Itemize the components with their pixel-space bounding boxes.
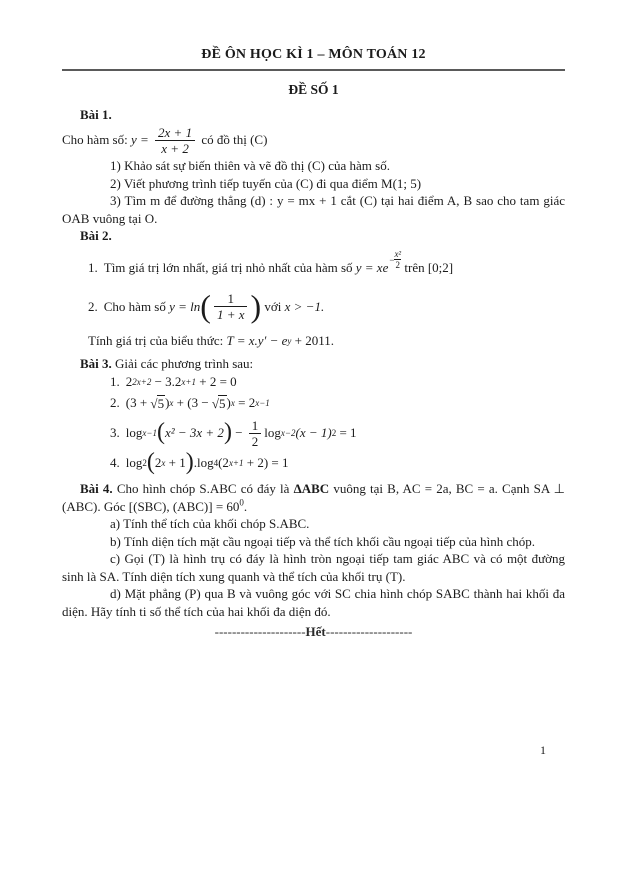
eq1-mid: − 3.2	[151, 374, 182, 390]
exponent-frac-stack	[394, 249, 401, 270]
fraction	[214, 291, 248, 322]
bai4-triangle-abc: ΔABC	[293, 481, 330, 496]
bai4-seg3: .	[243, 498, 248, 514]
fraction	[249, 418, 262, 449]
bai4-item-c: c) Gọi (T) là hình trụ có đáy là hình tròn ngoại tiếp tam giác ABC và có một đường sinh là SA. Tính diện tích xung quanh và thể tích của khối trụ (T).	[62, 551, 565, 584]
eq1-base: 2	[125, 374, 133, 390]
bai2-item2-post1: với	[261, 298, 285, 314]
bai1-intro-prefix: Cho hàm số:	[62, 132, 131, 148]
eq4-part: + 1	[165, 455, 186, 471]
bai2-item1-text: Tìm giá trị lớn nhất, giá trị nhỏ nhất của hàm số	[103, 259, 356, 275]
bai2-item2-post2: x > −1.	[284, 298, 325, 314]
page-content	[62, 46, 565, 641]
bai1-item-2: 2) Viết phương trình tiếp tuyến của (C) đi qua điểm M(1; 5)	[110, 175, 422, 191]
bai2-item1-post: trên [0;2]	[401, 259, 454, 275]
bai1-intro-suffix: có đồ thị (C)	[198, 132, 268, 148]
bai3-eq-1: 1. 2 2x+2 − 3.2 x+1 + 2 = 0	[110, 374, 237, 390]
radicand: 5	[157, 395, 165, 411]
bai4-item-b: b) Tính diện tích mặt cầu ngoại tiếp và thể tích khối cầu ngoại tiếp của hình chóp.	[110, 533, 536, 549]
eq2-part: (3 +	[125, 395, 151, 411]
bai1-intro-formula	[62, 123, 565, 157]
bai3-label	[62, 355, 565, 373]
eq2-part: + (3 −	[173, 395, 212, 411]
doc-subtitle: ĐỀ SỐ 1	[288, 82, 339, 97]
bai2-label	[62, 227, 565, 245]
exponent-sign: −	[389, 254, 395, 265]
log-operator: log	[264, 425, 281, 441]
bai2-item3-expr: T = x.y′ − e	[226, 332, 288, 348]
item-number: 2.	[110, 395, 120, 411]
radicand: 5	[219, 395, 226, 411]
bai3-eq-3: 3. log x−1 ( x² − 3x + 2 ) − $\frac{1}{2}$ log x−2 (x − 1) 2 = 1	[110, 417, 357, 449]
bai4-paragraph	[62, 480, 565, 515]
radical-sign: √	[211, 395, 220, 411]
eq3-inner: x² − 3x + 2	[164, 425, 224, 441]
log-operator: log	[125, 455, 143, 471]
fraction-denominator: x + 2	[155, 140, 195, 156]
bai2-label-text: Bài 2.	[80, 228, 112, 243]
end-divider	[62, 623, 565, 641]
bai4-item-d: d) Mặt phẳng (P) qua B và vuông góc với SC chia hình chóp SABC thành hai khối đa diện. Hãy tính ti số thể tích của hai khối đa diện đó.	[62, 586, 565, 619]
degree-superscript: 0	[239, 497, 244, 508]
bai2-item3-end: + 2011.	[291, 332, 335, 348]
fraction-numerator: 1	[227, 291, 234, 306]
fraction-denominator: 1 + x	[214, 306, 248, 322]
doc-title: ĐỀ ÔN HỌC KÌ 1 – MÔN TOÁN 12	[62, 46, 565, 71]
fraction-numerator: 1	[251, 417, 259, 433]
end-label: Hết	[305, 624, 326, 639]
square-root	[212, 395, 227, 412]
square-root	[150, 395, 165, 412]
bai2-item-3: Tính giá trị của biểu thức: T = x.y′ − e y + 2011.	[88, 332, 335, 348]
exponent-fraction	[389, 249, 401, 270]
bai3-title: Giải các phương trình sau:	[111, 355, 254, 371]
bai3-label-text: Bài 3.	[80, 355, 112, 371]
eq2-part: )	[226, 395, 231, 411]
bai4-item-a: a) Tính thể tích của khối chóp S.ABC.	[110, 516, 310, 531]
eq4-part: + 2) = 1	[243, 455, 289, 471]
eq4-part: 2	[154, 455, 162, 471]
bai1-intro-lhs: y =	[130, 132, 153, 148]
item-number: 2.	[88, 298, 98, 314]
bai1-item-3: 3) Tìm m để đường thẳng (d) : y = mx + 1 cắt (C) tại hai điểm A, B sao cho tam giác OAB vuông tại O.	[62, 193, 565, 226]
minus-sign: −	[231, 425, 246, 441]
bai2-item2-text: Cho hàm số	[103, 298, 170, 314]
fraction-denominator: 2	[249, 433, 262, 449]
bai3-eq-4: 4. log 2 ( 2 x + 1 ) .log 4 (2 x+1 + 2) = 1	[110, 449, 289, 475]
exponent-denominator: 2	[395, 260, 401, 270]
eq1-end: + 2 = 0	[196, 374, 237, 390]
fraction	[155, 125, 195, 156]
item-number: 1.	[110, 374, 120, 390]
bai3-eq-2: 2. (3 + √ 5 ) x + (3 − √ 5 ) x = 2 x−1	[110, 395, 270, 411]
fraction-numerator: 2x + 1	[158, 124, 193, 140]
bai2-item2-lhs: y = ln	[169, 298, 201, 314]
log-operator: .log	[193, 455, 214, 471]
bai4-seg2: vuông tại B, AC = 2a, BC = a. Cạnh SA ⊥ (ABC). Góc [(SBC), (ABC)] = 60	[62, 481, 565, 514]
exponent-numerator: x²	[394, 249, 402, 259]
radical-sign: √	[150, 395, 158, 411]
bai2-item-2: 2. Cho hàm số y = ln ( $\frac{1}{1 + x}$ ) với x > −1.	[88, 287, 325, 324]
eq2-part: )	[165, 395, 170, 411]
bai1-item-1: 1) Khảo sát sự biến thiên và vẽ đồ thị (C) của hàm số.	[110, 158, 390, 173]
end-dashes-left: ---------------------	[214, 624, 306, 639]
eq4-part: (2	[218, 455, 229, 471]
log-operator: log	[125, 425, 143, 441]
bai2-item1-lhs: y = xe	[355, 259, 389, 275]
eq3-end: = 1	[336, 425, 357, 441]
bai2-item-1	[62, 249, 565, 283]
end-dashes-right: --------------------	[325, 624, 413, 639]
bai1-label-text: Bài 1.	[80, 106, 112, 122]
bai4-seg1: Cho hình chóp S.ABC có đáy là	[112, 481, 294, 496]
bai2-item3-pre: Tính giá trị của biểu thức:	[88, 332, 227, 348]
page-number: 1	[540, 743, 546, 757]
bai4-label-text: Bài 4.	[80, 481, 113, 496]
eq2-part: = 2	[234, 395, 256, 411]
bai1-label	[62, 106, 565, 124]
eq3-tail: (x − 1)	[295, 425, 332, 441]
item-number: 4.	[110, 455, 120, 471]
item-number: 3.	[110, 425, 120, 441]
item-number: 1.	[88, 259, 98, 275]
